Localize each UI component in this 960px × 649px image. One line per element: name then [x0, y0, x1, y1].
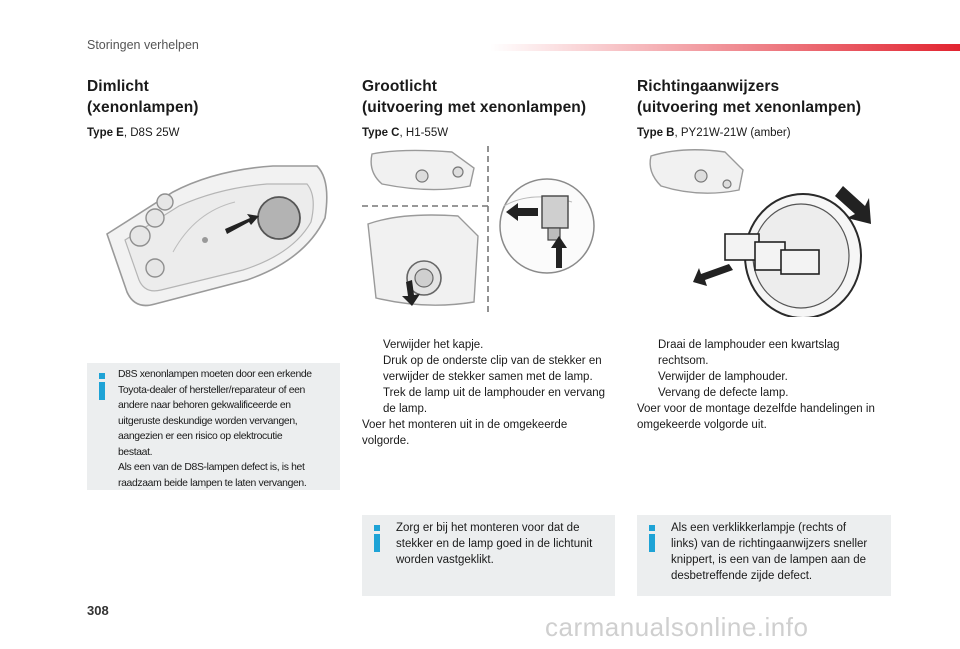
watermark: carmanualsonline.info	[545, 612, 809, 642]
closing-text: Voer het monteren uit in de omgekeerde volgorde.	[362, 419, 568, 447]
info-box-assembly	[362, 515, 615, 596]
list-item: Vervang de defecte lamp.	[658, 387, 789, 399]
list-item: Verwijder de lamphouder.	[658, 371, 788, 383]
list-item: Druk op de onderste clip van de stekker en verwijder de stekker samen met de lamp.	[383, 355, 602, 383]
info-icon	[372, 525, 382, 553]
column-grootlicht	[362, 76, 586, 139]
info-text-assembly: Zorg er bij het monteren voor dat de stekker en de lamp goed in de lichtunit worden vastgeklikt.	[396, 522, 593, 566]
info-text-indicator: Als een verklikkerlampje (rechts of links) van de richtingaanwijzers sneller knippert, is een van de lampen aan de desbetreffende zijde defect.	[671, 522, 868, 582]
info-icon	[97, 373, 107, 401]
lamp-type-dimlicht: Type E, D8S 25W	[87, 127, 180, 139]
heading-richtingaanwijzers: Richtingaanwijzers (uitvoering met xenonlampen)	[637, 78, 862, 116]
info-box-xenon-warning	[87, 363, 340, 490]
page-number: 308	[87, 603, 109, 618]
lamp-type-grootlicht: Type C, H1-55W	[362, 127, 449, 139]
info-box-indicator	[637, 515, 891, 596]
heading-grootlicht: Grootlicht (uitvoering met xenonlampen)	[362, 78, 587, 116]
closing-text: Voer voor de montage dezelfde handelingen in omgekeerde volgorde uit.	[637, 403, 875, 431]
column-richtingaanwijzers	[637, 76, 861, 139]
turn-signal-illustration	[643, 142, 878, 317]
heading-dimlicht: Dimlicht (xenonlampen)	[87, 78, 199, 116]
list-item: Verwijder het kapje.	[383, 339, 484, 351]
list-item: Draai de lamphouder een kwartslag rechtsom.	[658, 339, 840, 367]
header-accent-bar	[490, 44, 960, 51]
section-title: Storingen verhelpen	[87, 38, 199, 52]
info-icon	[647, 525, 657, 553]
list-item: Trek de lamp uit de lamphouder en vervang de lamp.	[383, 387, 606, 415]
headlamp-highbeam-illustration	[362, 146, 612, 316]
headlamp-lowbeam-illustration	[95, 152, 335, 322]
lamp-type-richtingaanwijzers: Type B, PY21W-21W (amber)	[637, 127, 791, 139]
info-text-xenon: D8S xenonlampen moeten door een erkende Toyota-dealer of hersteller/reparateur of een andere naar behoren gekwalificeerde en uitgeruste deskundige worden vervangen, aangezien er een risico op elektrocutie bestaat. Als een van de D8S-lampen defect is, is het raadzaam beide lampen te laten vervangen.	[118, 369, 312, 489]
instructions-richtingaanwijzers	[637, 337, 902, 433]
column-dimlicht	[87, 76, 199, 139]
instructions-grootlicht	[362, 337, 622, 449]
